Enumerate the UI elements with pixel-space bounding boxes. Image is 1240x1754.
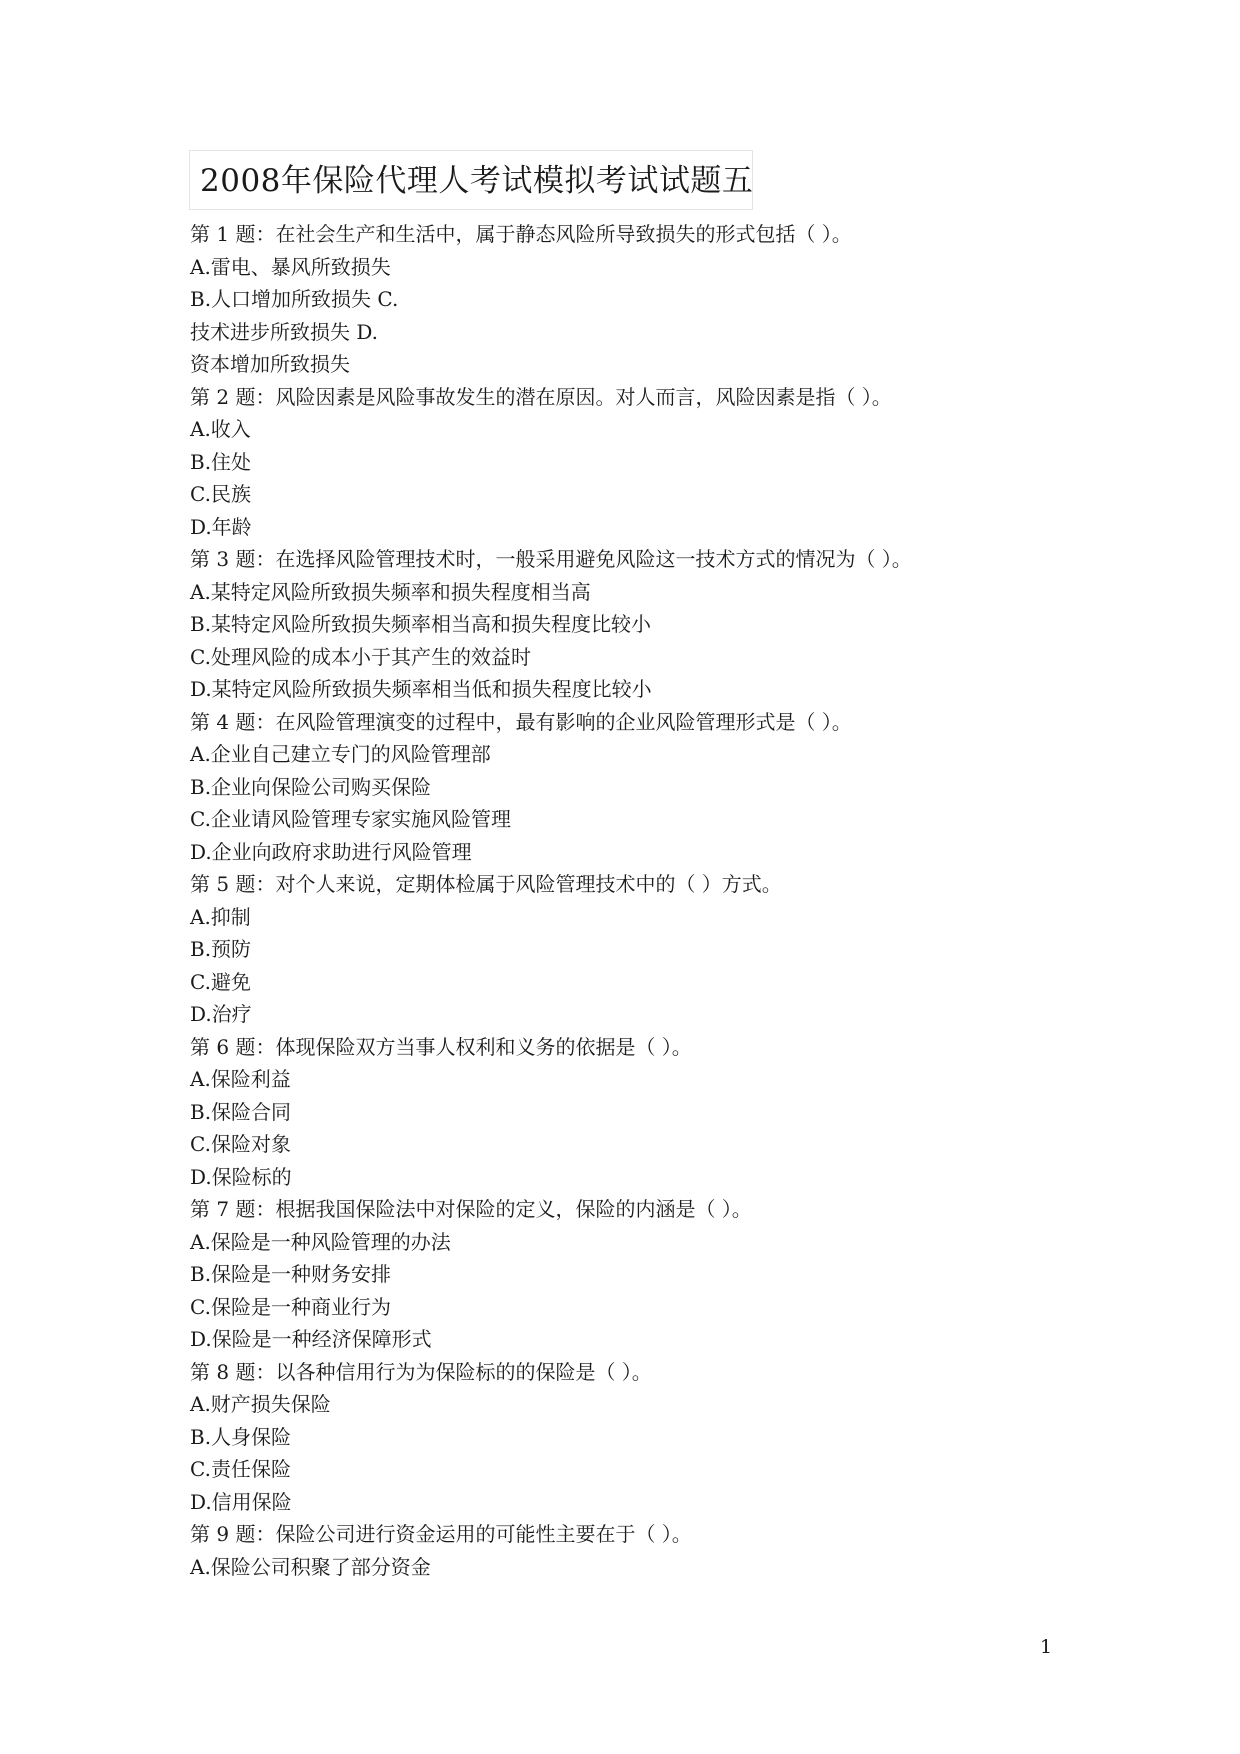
question-2-option-c: C.民族 xyxy=(190,482,251,506)
question-1-option-c: 技术进步所致损失 D. xyxy=(190,319,379,344)
question-8-option-c: C.责任保险 xyxy=(190,1457,291,1481)
question-2-option-d: D.年龄 xyxy=(190,514,252,539)
question-8-stem: 第 8 题：以各种信用行为为保险标的的保险是（ ）。 xyxy=(190,1359,652,1384)
question-3-stem: 第 3 题：在选择风险管理技术时，一般采用避免风险这一技术方式的情况为（ ）。 xyxy=(190,547,912,571)
question-1-option-d: 资本增加所致损失 xyxy=(190,352,350,376)
question-3-option-a: A.某特定风险所致损失频率和损失程度相当高 xyxy=(190,579,591,604)
question-3-option-b: B.某特定风险所致损失频率相当高和损失程度比较小 xyxy=(190,612,652,636)
page-title: 2008年保险代理人考试模拟考试试题五 xyxy=(200,163,754,199)
question-3-option-c: C.处理风险的成本小于其产生的效益时 xyxy=(190,644,531,669)
question-8-option-d: D.信用保险 xyxy=(190,1489,292,1514)
question-1-option-a: A.雷电、暴风所致损失 xyxy=(190,254,391,279)
question-4-option-b: B.企业向保险公司购买保险 xyxy=(190,774,432,799)
question-9-stem: 第 9 题：保险公司进行资金运用的可能性主要在于（ ）。 xyxy=(190,1522,692,1546)
question-2-option-a: A.收入 xyxy=(190,417,251,441)
question-6-stem: 第 6 题：体现保险双方当事人权利和义务的依据是（ ）。 xyxy=(190,1034,692,1059)
question-4-stem: 第 4 题：在风险管理演变的过程中，最有影响的企业风险管理形式是（ ）。 xyxy=(190,709,852,734)
question-6-option-a: A.保险利益 xyxy=(190,1067,291,1091)
question-6-option-c: C.保险对象 xyxy=(190,1132,291,1156)
question-6-option-b: B.保险合同 xyxy=(190,1099,292,1124)
question-4-option-c: C.企业请风险管理专家实施风险管理 xyxy=(190,807,511,831)
question-5-option-b: B.预防 xyxy=(190,937,252,961)
question-7-option-b: B.保险是一种财务安排 xyxy=(190,1262,392,1286)
page-number: 1 xyxy=(1040,1636,1053,1658)
question-4-option-d: D.企业向政府求助进行风险管理 xyxy=(190,839,472,864)
question-7-option-d: D.保险是一种经济保障形式 xyxy=(190,1327,432,1351)
question-9-option-a: A.保险公司积聚了部分资金 xyxy=(190,1554,431,1579)
question-5-option-c: C.避免 xyxy=(190,969,251,994)
question-6-option-d: D.保险标的 xyxy=(190,1164,292,1189)
question-2-stem: 第 2 题：风险因素是风险事故发生的潜在原因。对人而言，风险因素是指（ ）。 xyxy=(190,384,892,409)
question-8-option-b: B.人身保险 xyxy=(190,1424,292,1449)
question-5-option-d: D.治疗 xyxy=(190,1002,252,1026)
question-5-stem: 第 5 题：对个人来说，定期体检属于风险管理技术中的（ ）方式。 xyxy=(190,872,782,896)
question-1-stem: 第 1 题：在社会生产和生活中，属于静态风险所导致损失的形式包括（ ）。 xyxy=(190,222,852,246)
question-list xyxy=(190,218,1170,1583)
question-7-option-a: A.保险是一种风险管理的办法 xyxy=(190,1229,451,1254)
question-3-option-d: D.某特定风险所致损失频率相当低和损失程度比较小 xyxy=(190,677,652,701)
question-7-stem: 第 7 题：根据我国保险法中对保险的定义，保险的内涵是（ ）。 xyxy=(190,1197,752,1221)
question-4-option-a: A.企业自己建立专门的风险管理部 xyxy=(190,742,491,766)
question-5-option-a: A.抑制 xyxy=(190,904,251,929)
question-2-option-b: B.住处 xyxy=(190,449,252,474)
question-7-option-c: C.保险是一种商业行为 xyxy=(190,1294,391,1319)
question-8-option-a: A.财产损失保险 xyxy=(190,1392,331,1416)
question-1-option-b: B.人口增加所致损失 C. xyxy=(190,287,399,311)
